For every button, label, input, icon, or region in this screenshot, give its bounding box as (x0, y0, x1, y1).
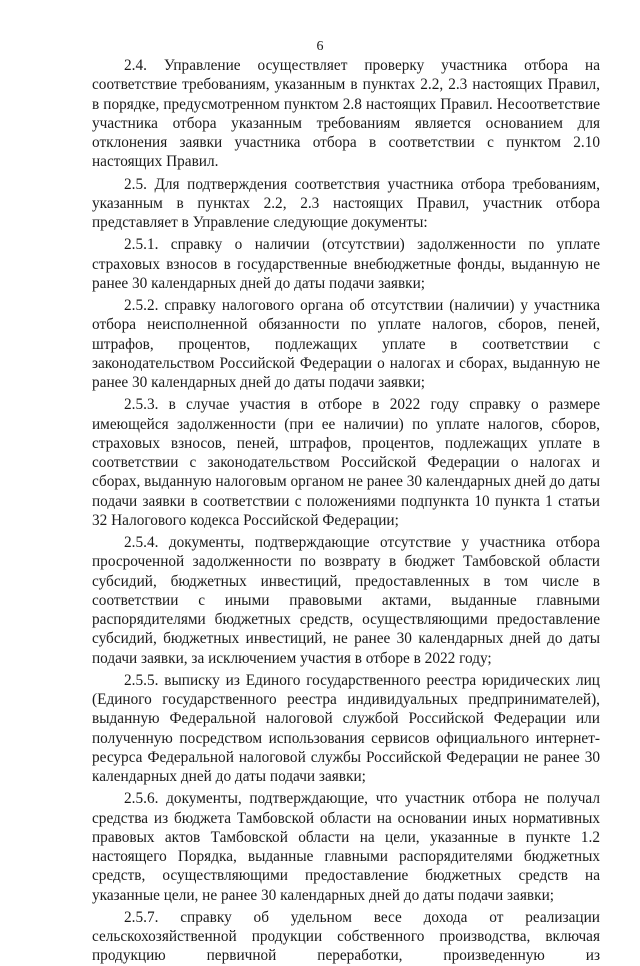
paragraph-2-5-3: 2.5.3. в случае участия в отборе в 2022 году справку о размере имеющейся задолженности (при ее наличии) по уплате налогов, сборов, страховых взносов, пеней, штрафов, процентов, подлежащих уплате в соответствии с законодательством Российской Федерации о налогах и сборах, выданную налоговым органом не ранее 30 календарных дней до даты подачи заявки в соответствии с положениями подпункта 10 пункта 1 статьи 32 Налогового кодекса Российской Федерации; (92, 396, 600, 529)
paragraph-2-5-4: 2.5.4. документы, подтверждающие отсутствие у участника отбора просроченной задолженности по возврату в бюджет Тамбовской области субсидий, бюджетных инвестиций, предоставленных в том числе в соответствии с иными правовыми актами, выданные главными распорядителями бюджетных средств, осуществляющими предоставление субсидий, бюджетных инвестиций, не ранее 30 календарных дней до даты подачи заявки, за исключением участия в отборе в 2022 году; (92, 534, 600, 667)
paragraph-2-5-5: 2.5.5. выписку из Единого государственного реестра юридических лиц (Единого государственного реестра индивидуальных предпринимателей), выданную Федеральной налоговой службой Российской Федерации или полученную посредством использования сервисов официального интернет-ресурса Федеральной налоговой службы Российской Федерации не ранее 30 календарных дней до даты подачи заявки; (92, 671, 600, 785)
paragraph-2-5-1: 2.5.1. справку о наличии (отсутствии) задолженности по уплате страховых взносов в государственные внебюджетные фонды, выданную не ранее 30 календарных дней до даты подачи заявки; (92, 236, 600, 292)
page-number: 6 (316, 39, 324, 54)
paragraph-2-5-7: 2.5.7. справку об удельном весе дохода от реализации сельскохозяйственной продукции собственного производства, включая продукцию первичной переработки, произведенную из (92, 908, 600, 965)
paragraph-2-5: 2.5. Для подтверждения соответствия участника отбора требованиям, указанным в пунктах 2.2, 2.3 настоящих Правил, участник отбора представляет в Управление следующие документы: (92, 175, 600, 231)
paragraph-2-5-2: 2.5.2. справку налогового органа об отсутствии (наличии) у участника отбора неисполненной обязанности по уплате налогов, сборов, пеней, штрафов, процентов, подлежащих уплате в соответствии с законодательством Российской Федерации о налогах и сборах, выданную не ранее 30 календарных дней до даты подачи заявки; (92, 297, 600, 391)
paragraph-2-4: 2.4. Управление осуществляет проверку участника отбора на соответствие требованиям, указанным в пунктах 2.2, 2.3 настоящих Правил, в порядке, предусмотренном пунктом 2.8 настоящих Правил. Несоответствие участника отбора указанным требованиям является основанием для отклонения заявки участника отбора в соответствии с пунктом 2.10 настоящих Правил. (92, 57, 600, 171)
paragraph-2-5-6: 2.5.6. документы, подтверждающие, что участник отбора не получал средства из бюджета Тамбовской области на основании иных нормативных правовых актов Тамбовской области на цели, указанные в пункте 1.2 настоящего Порядка, выданные главными распорядителями бюджетных средств, осуществляющими предоставление бюджетных средств на указанные цели, не ранее 30 календарных дней до даты подачи заявки; (92, 790, 600, 904)
document-body (92, 56, 600, 966)
